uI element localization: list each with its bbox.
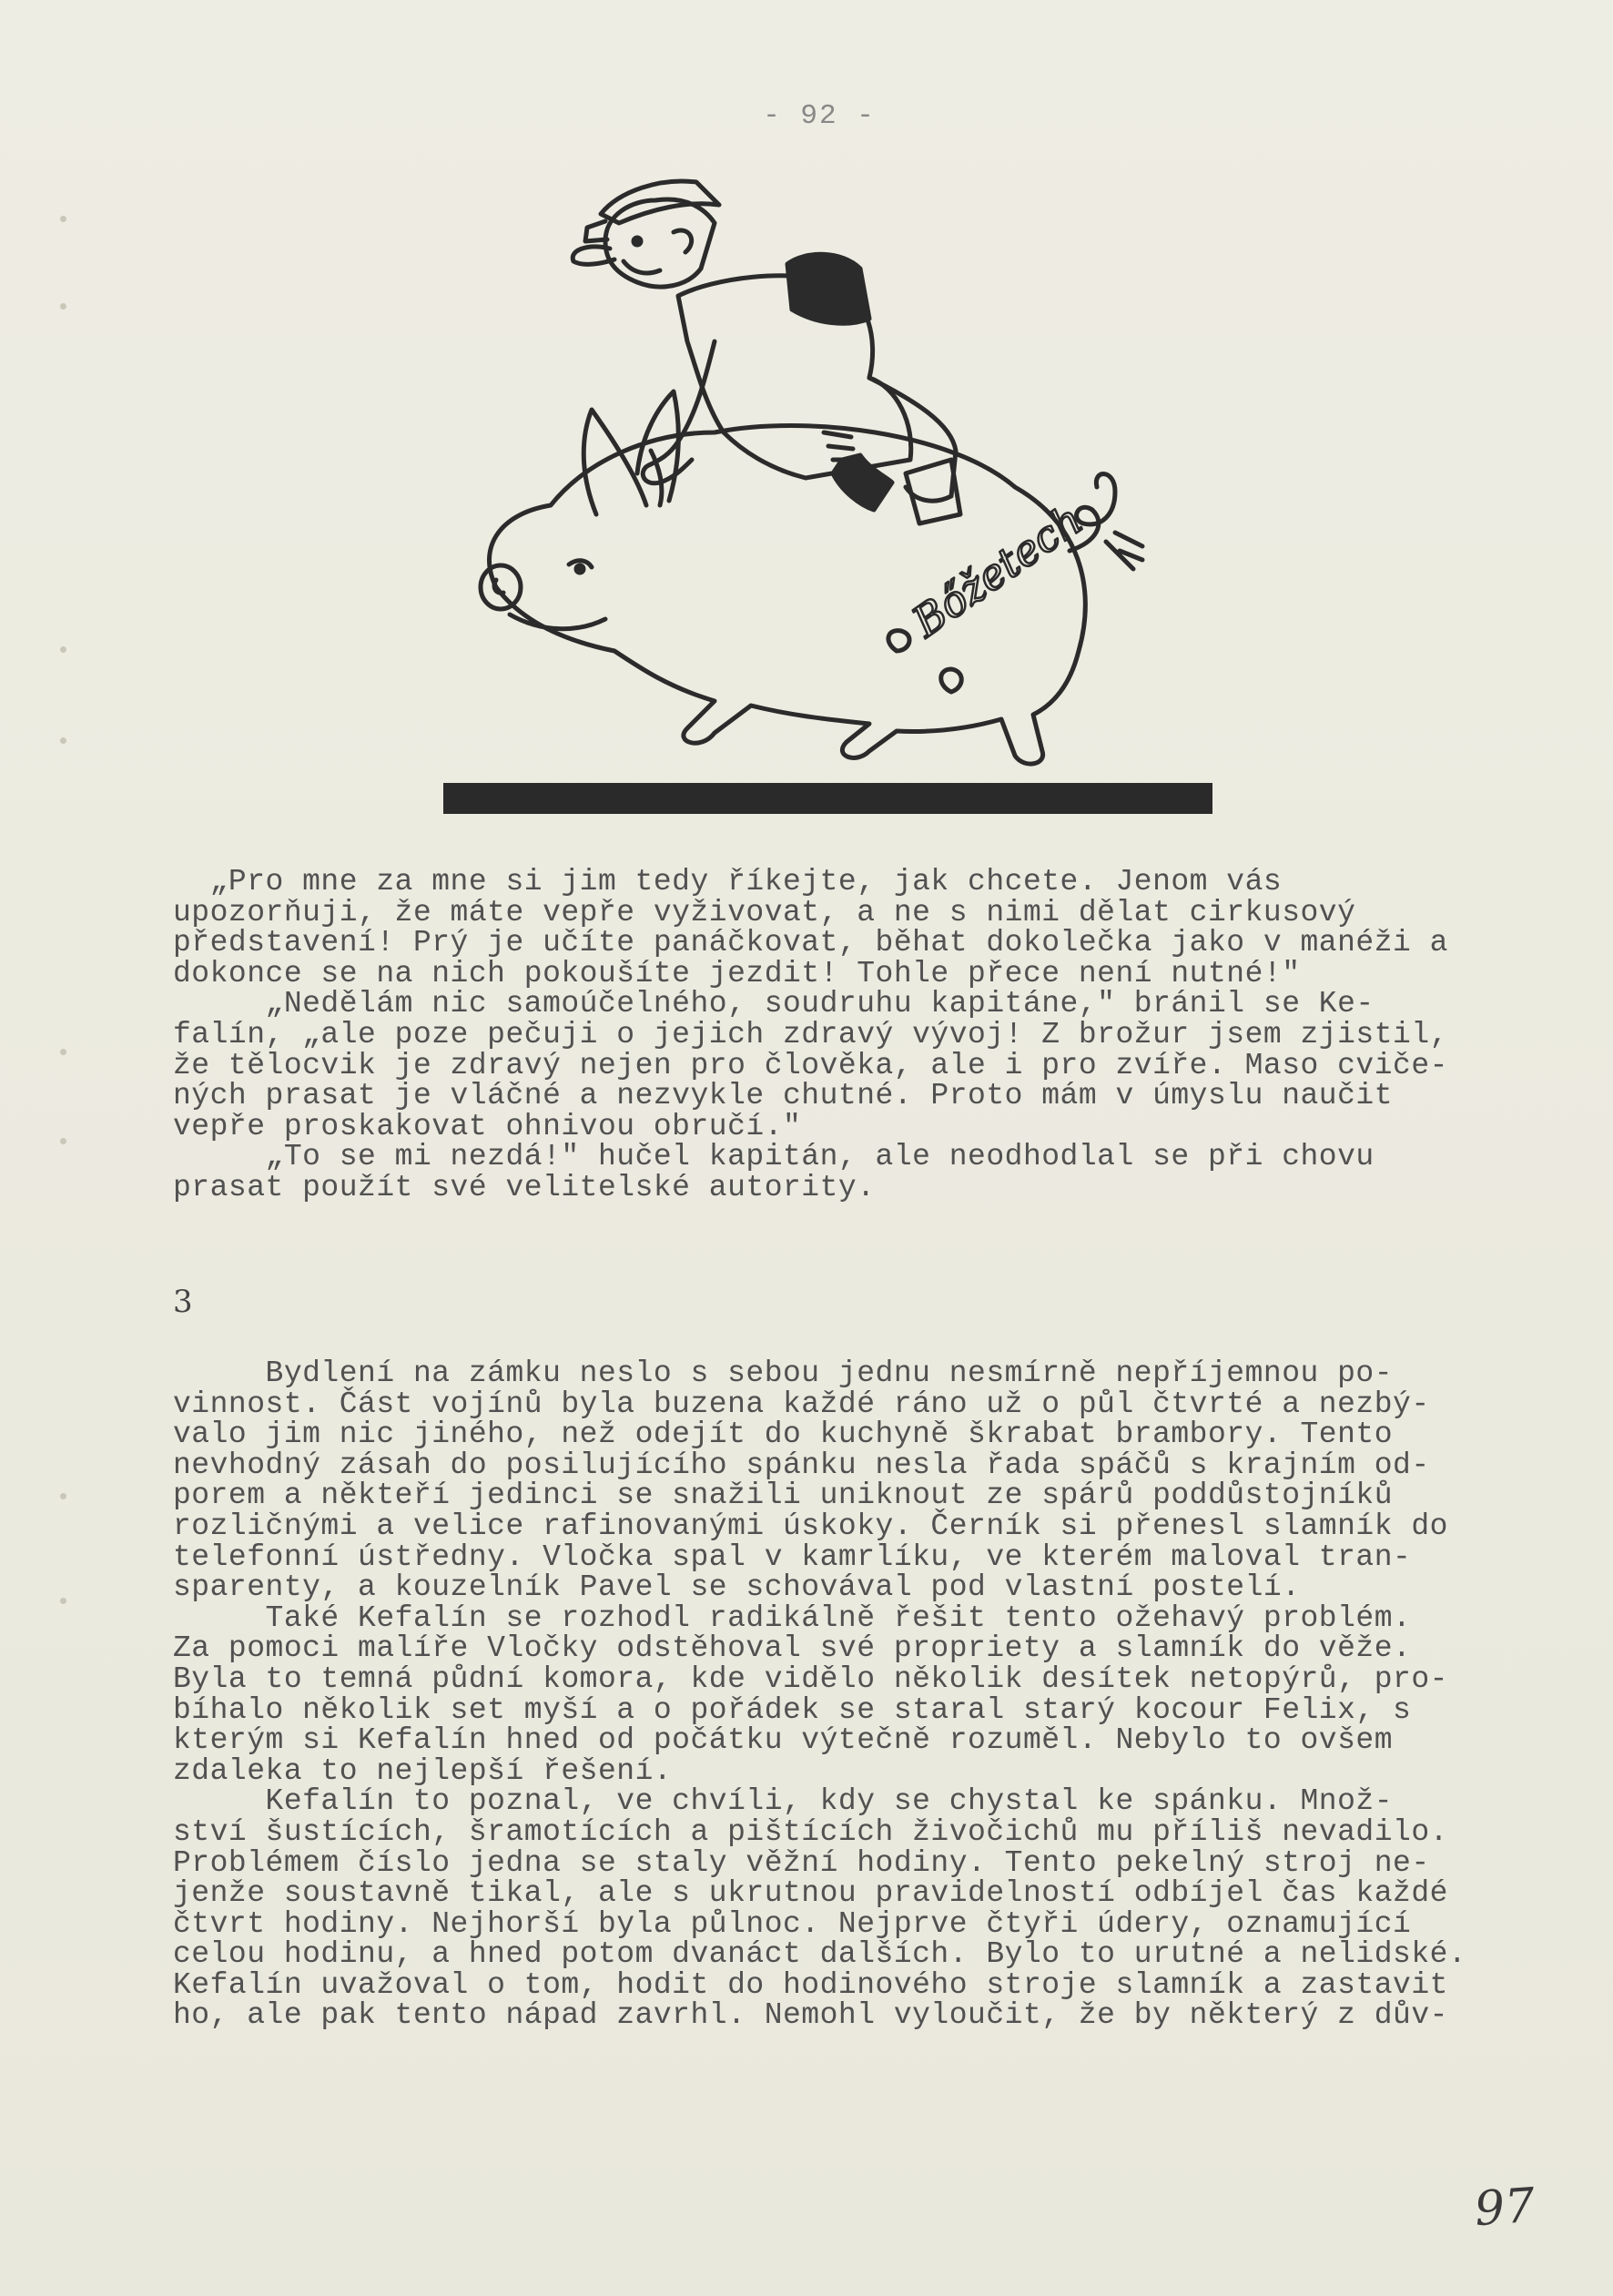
soldier-riding-pig-illustration (441, 159, 1224, 824)
binding-hole-mark (60, 737, 66, 744)
binding-hole-mark (60, 646, 66, 653)
dialogue-paragraphs: „Pro mne za mne si jim tedy říkejte, jak chcete. Jenom vás upozorňuji, že máte vepře vyživovat, a ne s nimi dělat cirkusový představení! Prý je učíte panáčkovat, běhat dokolečka jako v manéži a dokonce se na nich pokoušíte jezdit! Tohle přece není nutné!" „Nedělám nic samoúčelného, soudruhu kapitáne," bránil se Ke- falín, „ale poze pečuji o jejich zdravý vývoj! Z brožur jsem zjistil, že tělocvik je zdravý nejen pro člověka, ale i pro zvíře. Maso cviče- ných prasat je vláčné a nezvykle chutné. Proto mám v úmyslu naučit vepře proskakovat ohnivou obručí." „To se mi nezdá!" hučel kapitán, ale neodhodlal se při chovu prasat použít své velitelské autority. (173, 865, 1448, 1204)
binding-hole-mark (60, 216, 66, 222)
section-paragraphs: Bydlení na zámku neslo s sebou jednu nesmírně nepříjemnou po- vinnost. Část vojínů byla buzena každé ráno už o půl čtvrté a nezbý- valo jim nic jiného, než odejít do kuchyně škrabat brambory. Tento nevhodný zásah do posilujícího spánku nesla řada spáčů s krajním od- porem a někteří jedinci se snažili uniknout ze spárů poddůstojníků rozličnými a velice rafinovanými úskoky. Černík si přenesl slamník do telefonní ústředny. Vločka spal v kamrlíku, ve kterém maloval tran- sparenty, a kouzelník Pavel se schovával pod vlastní postelí. Také Kefalín se rozhodl radikálně řešit tento ožehavý problém. Za pomoci malíře Vločky odstěhoval své propriety a slamník do věže. Byla to temná půdní komora, kde vidělo několik desítek netopýrů, pro- bíhalo několik set myší a o pořádek se staral starý kocour Felix, s kterým si Kefalín hned od počátku výtečně rozuměl. Nebylo to ovšem zdaleka to nejlepší řešení. Kefalín to poznal, ve chvíli, kdy se chystal ke spánku. Množ- ství šustících, šramotících a pištících živočichů mu příliš nevadilo. Problémem číslo jedna se staly věžní hodiny. Tento pekelný stroj ne- jenže soustavně tikal, ale s ukrutnou pravidelností odbíjel čas každé čtvrt hodiny. Nejhorší byla půlnoc. Nejprve čtyři údery, oznamující celou hodinu, a hned potom dvanáct dalších. Bylo to urutné a nelidské. Kefalín uvažoval o tom, hodit do hodinového stroje slamník a zastavit ho, ale pak tento nápad zavrhl. Nemohl vyloučit, že by některý z dův- (173, 1356, 1467, 2033)
section-number: 3 (173, 1284, 193, 1320)
handwritten-folio-number: 97 (1472, 2178, 1537, 2238)
ground-bar (443, 783, 1212, 814)
binding-hole-mark (60, 303, 66, 310)
binding-hole-mark (60, 1049, 66, 1055)
binding-hole-mark (60, 1493, 66, 1499)
svg-text:Bőžetech: Bőžetech (903, 494, 1091, 647)
page-number: - 92 - (763, 100, 876, 132)
binding-hole-mark (60, 1598, 66, 1604)
binding-hole-mark (60, 1138, 66, 1144)
